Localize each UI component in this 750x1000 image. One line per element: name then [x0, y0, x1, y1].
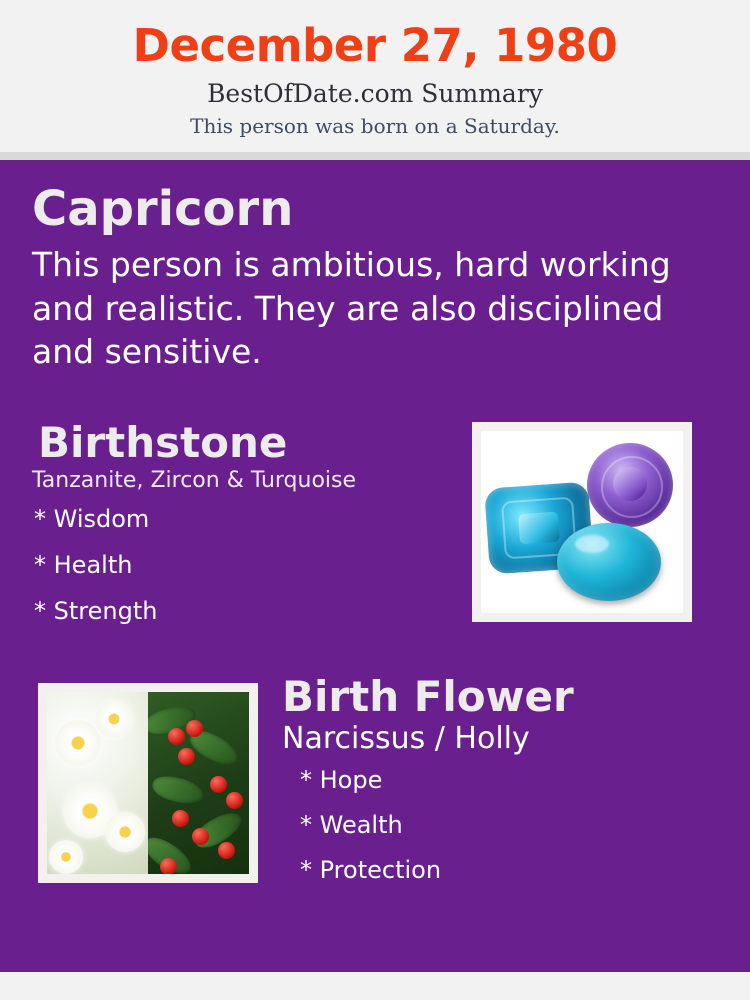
- birthstone-photo: [481, 431, 683, 613]
- birth-flower-title: Birth Flower: [282, 672, 574, 722]
- birth-flower-section: [32, 672, 718, 905]
- list-item: * Health: [34, 551, 133, 580]
- page-title: December 27, 1980: [132, 19, 618, 72]
- card-header: [0, 0, 750, 152]
- list-item: * Protection: [300, 856, 442, 885]
- birthstone-traits: [32, 507, 462, 645]
- list-item: * Hope: [300, 766, 383, 795]
- list-item: * Wealth: [300, 811, 403, 840]
- birth-day-note: This person was born on a Saturday.: [190, 114, 560, 139]
- birthstone-title: Birthstone: [38, 418, 288, 468]
- narcissus-photo-icon: [47, 692, 148, 874]
- birth-flower-text: [282, 672, 718, 903]
- zodiac-sign-name: Capricorn: [32, 181, 294, 238]
- header-divider: [0, 152, 750, 160]
- holly-photo-icon: [148, 692, 249, 874]
- zodiac-description: This person is ambitious, hard working and realistic. They are also disciplined and sensitive.: [32, 244, 671, 372]
- details-panel: [0, 160, 750, 972]
- list-item: * Wisdom: [34, 505, 150, 534]
- site-summary-label: BestOfDate.com Summary: [207, 79, 543, 109]
- birthstone-text: [32, 418, 462, 645]
- birth-flower-names: Narcissus / Holly: [282, 721, 530, 757]
- birth-flower-photo: [47, 692, 249, 874]
- turquoise-gem-icon: [557, 523, 661, 601]
- birthstone-photo-frame: [472, 422, 692, 622]
- birth-flower-photo-frame: [38, 683, 258, 883]
- list-item: * Strength: [34, 597, 158, 626]
- tanzanite-gem-icon: [587, 443, 673, 527]
- birthstone-names: Tanzanite, Zircon & Turquoise: [32, 468, 357, 494]
- birth-flower-traits: [282, 768, 718, 903]
- zodiac-section: [32, 181, 718, 374]
- birthstone-section: [32, 418, 718, 645]
